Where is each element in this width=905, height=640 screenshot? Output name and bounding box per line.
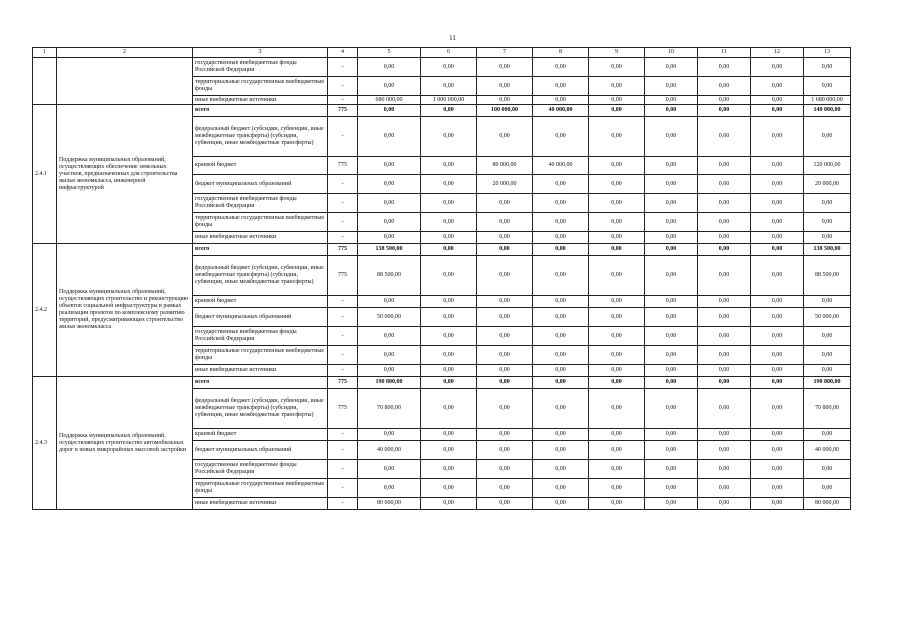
amount-cell: 0,00 — [751, 429, 804, 441]
funding-source-cell: иные внебюджетные источники — [193, 96, 328, 105]
amount-cell: 0,00 — [477, 460, 533, 479]
amount-cell: 0,00 — [698, 377, 751, 389]
amount-cell: 0,00 — [645, 117, 698, 157]
amount-cell: 0,00 — [804, 296, 851, 308]
amount-cell: 0,00 — [804, 117, 851, 157]
amount-cell: 0,00 — [589, 460, 645, 479]
amount-cell: 0,00 — [751, 365, 804, 377]
amount-cell: 0,00 — [358, 105, 421, 117]
amount-cell: 0,00 — [589, 105, 645, 117]
amount-cell: 0,00 — [645, 213, 698, 232]
amount-cell: 0,00 — [533, 389, 589, 429]
amount-cell: 0,00 — [358, 296, 421, 308]
amount-cell: 0,00 — [358, 117, 421, 157]
amount-cell: 40 000,00 — [533, 105, 589, 117]
amount-cell: 0,00 — [358, 194, 421, 213]
amount-cell: 0,00 — [533, 498, 589, 510]
amount-cell: 0,00 — [804, 346, 851, 365]
measure-name-cell: Поддержка муниципальных образований, осуществляющих обеспечение земельных участков, предназначенных для строительства жилья экономкласса, инженерной инфраструктурой — [57, 105, 193, 244]
amount-cell: 0,00 — [698, 175, 751, 194]
amount-cell: 0,00 — [421, 498, 477, 510]
column-number: 1 — [33, 48, 57, 58]
amount-cell: 0,00 — [698, 213, 751, 232]
amount-cell: 0,00 — [751, 498, 804, 510]
measure-name-cell: Поддержка муниципальных образований, осуществляющих строительство автомобильных дорог в новых микрорайонах массовой застройки — [57, 377, 193, 510]
amount-cell: 0,00 — [358, 365, 421, 377]
row-code-cell: 2.4.3 — [33, 377, 57, 510]
amount-cell: 0,00 — [358, 232, 421, 244]
amount-cell: 0,00 — [645, 58, 698, 77]
amount-cell: 0,00 — [477, 327, 533, 346]
grbs-cell: 775 — [328, 256, 358, 296]
column-number: 13 — [804, 48, 851, 58]
amount-cell: 0,00 — [421, 327, 477, 346]
budget-table — [32, 47, 851, 510]
amount-cell: 50 000,00 — [358, 308, 421, 327]
amount-cell: 0,00 — [589, 117, 645, 157]
row-code-cell: 2.4.1 — [33, 105, 57, 244]
table-row — [33, 377, 851, 389]
amount-cell: 0,00 — [751, 377, 804, 389]
column-number-row — [33, 48, 851, 58]
amount-cell: 88 500,00 — [804, 256, 851, 296]
amount-cell: 0,00 — [589, 498, 645, 510]
amount-cell: 0,00 — [751, 105, 804, 117]
funding-source-cell: всего — [193, 244, 328, 256]
funding-source-cell: краевой бюджет — [193, 429, 328, 441]
amount-cell: 0,00 — [533, 117, 589, 157]
amount-cell: 1 680 000,00 — [804, 96, 851, 105]
amount-cell: 0,00 — [645, 327, 698, 346]
amount-cell: 80 000,00 — [804, 498, 851, 510]
funding-source-cell: иные внебюджетные источники — [193, 232, 328, 244]
table-body — [33, 58, 851, 510]
amount-cell: 0,00 — [698, 498, 751, 510]
amount-cell: 0,00 — [533, 346, 589, 365]
amount-cell: 138 500,00 — [358, 244, 421, 256]
amount-cell: 0,00 — [645, 479, 698, 498]
grbs-cell: 775 — [328, 105, 358, 117]
amount-cell: 0,00 — [645, 194, 698, 213]
amount-cell: 0,00 — [804, 213, 851, 232]
amount-cell: 0,00 — [751, 96, 804, 105]
amount-cell: 0,00 — [645, 429, 698, 441]
amount-cell: 0,00 — [589, 96, 645, 105]
amount-cell: 0,00 — [477, 346, 533, 365]
amount-cell: 0,00 — [477, 296, 533, 308]
funding-source-cell: бюджет муниципальных образований — [193, 441, 328, 460]
measure-name-cell — [57, 58, 193, 105]
amount-cell: 0,00 — [477, 96, 533, 105]
amount-cell: 0,00 — [645, 105, 698, 117]
amount-cell: 0,00 — [751, 194, 804, 213]
amount-cell: 0,00 — [589, 194, 645, 213]
amount-cell: 0,00 — [698, 96, 751, 105]
amount-cell: 0,00 — [751, 441, 804, 460]
amount-cell: 0,00 — [533, 365, 589, 377]
amount-cell: 0,00 — [804, 194, 851, 213]
amount-cell: 0,00 — [589, 256, 645, 296]
amount-cell: 0,00 — [533, 377, 589, 389]
amount-cell: 0,00 — [589, 441, 645, 460]
amount-cell: 0,00 — [477, 441, 533, 460]
funding-source-cell: всего — [193, 105, 328, 117]
amount-cell: 0,00 — [358, 77, 421, 96]
amount-cell: 0,00 — [477, 117, 533, 157]
amount-cell: 0,00 — [358, 58, 421, 77]
amount-cell: 0,00 — [589, 389, 645, 429]
grbs-cell: - — [328, 365, 358, 377]
grbs-cell: - — [328, 96, 358, 105]
amount-cell: 0,00 — [533, 441, 589, 460]
amount-cell: 0,00 — [698, 460, 751, 479]
measure-name-cell: Поддержка муниципальных образований, осуществляющих строительство и реконструкцию объектов социальной инфраструктуры в рамках реализации проектов по комплексному развитию территорий, предусматривающих строительство жилья экономкласса — [57, 244, 193, 377]
amount-cell: 0,00 — [804, 460, 851, 479]
amount-cell: 0,00 — [698, 157, 751, 175]
amount-cell: 0,00 — [589, 213, 645, 232]
amount-cell: 40 000,00 — [804, 441, 851, 460]
amount-cell: 0,00 — [358, 175, 421, 194]
grbs-cell: 775 — [328, 377, 358, 389]
amount-cell: 0,00 — [477, 232, 533, 244]
amount-cell: 0,00 — [533, 58, 589, 77]
amount-cell: 0,00 — [804, 365, 851, 377]
amount-cell: 0,00 — [477, 479, 533, 498]
amount-cell: 0,00 — [698, 479, 751, 498]
grbs-cell: - — [328, 58, 358, 77]
grbs-cell: - — [328, 175, 358, 194]
amount-cell: 0,00 — [751, 175, 804, 194]
amount-cell: 0,00 — [698, 244, 751, 256]
amount-cell: 0,00 — [751, 232, 804, 244]
amount-cell: 0,00 — [645, 389, 698, 429]
row-code-cell — [33, 58, 57, 105]
amount-cell: 0,00 — [533, 194, 589, 213]
amount-cell: 0,00 — [698, 308, 751, 327]
amount-cell: 0,00 — [358, 479, 421, 498]
amount-cell: 0,00 — [645, 96, 698, 105]
amount-cell: 20 000,00 — [804, 175, 851, 194]
amount-cell: 0,00 — [533, 479, 589, 498]
table-row — [33, 105, 851, 117]
amount-cell: 0,00 — [421, 346, 477, 365]
amount-cell: 0,00 — [421, 105, 477, 117]
amount-cell: 0,00 — [421, 244, 477, 256]
amount-cell: 0,00 — [645, 157, 698, 175]
amount-cell: 0,00 — [751, 213, 804, 232]
amount-cell: 0,00 — [533, 429, 589, 441]
amount-cell: 0,00 — [645, 232, 698, 244]
amount-cell: 1 000 000,00 — [421, 96, 477, 105]
grbs-cell: - — [328, 441, 358, 460]
amount-cell: 0,00 — [421, 157, 477, 175]
amount-cell: 0,00 — [533, 327, 589, 346]
amount-cell: 0,00 — [645, 296, 698, 308]
amount-cell: 0,00 — [751, 244, 804, 256]
amount-cell: 0,00 — [477, 194, 533, 213]
amount-cell: 0,00 — [421, 117, 477, 157]
funding-source-cell: государственные внебюджетные фонды Российской Федерации — [193, 327, 328, 346]
amount-cell: 50 000,00 — [804, 308, 851, 327]
amount-cell: 0,00 — [645, 308, 698, 327]
amount-cell: 0,00 — [751, 77, 804, 96]
amount-cell: 0,00 — [477, 429, 533, 441]
amount-cell: 0,00 — [421, 389, 477, 429]
funding-source-cell: всего — [193, 377, 328, 389]
funding-source-cell: государственные внебюджетные фонды Российской Федерации — [193, 194, 328, 213]
column-number: 6 — [421, 48, 477, 58]
amount-cell: 0,00 — [645, 256, 698, 296]
grbs-cell: - — [328, 213, 358, 232]
amount-cell: 0,00 — [421, 58, 477, 77]
amount-cell: 0,00 — [533, 244, 589, 256]
grbs-cell: - — [328, 429, 358, 441]
funding-source-cell: бюджет муниципальных образований — [193, 308, 328, 327]
amount-cell: 0,00 — [751, 58, 804, 77]
table-row — [33, 244, 851, 256]
amount-cell: 0,00 — [698, 429, 751, 441]
amount-cell: 0,00 — [698, 327, 751, 346]
funding-source-cell: федеральный бюджет (субсидии, субвенции, иные межбюджетные трансферты) (субсидии, субвенции, иные межбюджетные трансферты) — [193, 117, 328, 157]
amount-cell: 0,00 — [533, 256, 589, 296]
amount-cell: 0,00 — [698, 58, 751, 77]
amount-cell: 0,00 — [533, 460, 589, 479]
amount-cell: 0,00 — [477, 77, 533, 96]
amount-cell: 0,00 — [477, 365, 533, 377]
amount-cell: 0,00 — [751, 346, 804, 365]
amount-cell: 0,00 — [477, 498, 533, 510]
amount-cell: 0,00 — [804, 429, 851, 441]
grbs-cell: - — [328, 194, 358, 213]
column-number: 4 — [328, 48, 358, 58]
funding-source-cell: государственные внебюджетные фонды Российской Федерации — [193, 460, 328, 479]
grbs-cell: - — [328, 460, 358, 479]
amount-cell: 0,00 — [751, 327, 804, 346]
amount-cell: 0,00 — [421, 460, 477, 479]
grbs-cell: - — [328, 327, 358, 346]
amount-cell: 70 800,00 — [804, 389, 851, 429]
grbs-cell: - — [328, 308, 358, 327]
amount-cell: 0,00 — [421, 479, 477, 498]
amount-cell: 0,00 — [751, 117, 804, 157]
amount-cell: 140 000,00 — [804, 105, 851, 117]
row-code-cell: 2.4.2 — [33, 244, 57, 377]
amount-cell: 0,00 — [358, 327, 421, 346]
amount-cell: 0,00 — [421, 232, 477, 244]
amount-cell: 0,00 — [645, 77, 698, 96]
amount-cell: 40 000,00 — [358, 441, 421, 460]
amount-cell: 0,00 — [804, 232, 851, 244]
grbs-cell: - — [328, 498, 358, 510]
amount-cell: 0,00 — [645, 244, 698, 256]
amount-cell: 0,00 — [589, 377, 645, 389]
grbs-cell: - — [328, 232, 358, 244]
column-number: 8 — [533, 48, 589, 58]
amount-cell: 0,00 — [751, 460, 804, 479]
amount-cell: 0,00 — [698, 365, 751, 377]
column-number: 7 — [477, 48, 533, 58]
amount-cell: 88 500,00 — [358, 256, 421, 296]
amount-cell: 0,00 — [589, 232, 645, 244]
amount-cell: 0,00 — [477, 213, 533, 232]
amount-cell: 0,00 — [698, 389, 751, 429]
column-number: 9 — [589, 48, 645, 58]
amount-cell: 0,00 — [589, 346, 645, 365]
amount-cell: 0,00 — [358, 157, 421, 175]
amount-cell: 0,00 — [533, 232, 589, 244]
amount-cell: 0,00 — [751, 157, 804, 175]
amount-cell: 0,00 — [477, 58, 533, 77]
amount-cell: 0,00 — [645, 498, 698, 510]
amount-cell: 0,00 — [804, 77, 851, 96]
amount-cell: 0,00 — [698, 256, 751, 296]
funding-source-cell: краевой бюджет — [193, 296, 328, 308]
amount-cell: 0,00 — [751, 389, 804, 429]
amount-cell: 0,00 — [589, 429, 645, 441]
amount-cell: 0,00 — [421, 256, 477, 296]
amount-cell: 0,00 — [645, 460, 698, 479]
amount-cell: 0,00 — [645, 346, 698, 365]
amount-cell: 0,00 — [698, 77, 751, 96]
amount-cell: 0,00 — [421, 429, 477, 441]
amount-cell: 190 800,00 — [358, 377, 421, 389]
grbs-cell: - — [328, 117, 358, 157]
amount-cell: 0,00 — [698, 441, 751, 460]
amount-cell: 0,00 — [589, 157, 645, 175]
amount-cell: 0,00 — [698, 105, 751, 117]
amount-cell: 0,00 — [421, 365, 477, 377]
amount-cell: 80 000,00 — [477, 157, 533, 175]
funding-source-cell: территориальные государственные внебюджетные фонды — [193, 77, 328, 96]
amount-cell: 190 800,00 — [804, 377, 851, 389]
amount-cell: 0,00 — [751, 308, 804, 327]
amount-cell: 0,00 — [751, 256, 804, 296]
funding-source-cell: территориальные государственные внебюджетные фонды — [193, 479, 328, 498]
amount-cell: 0,00 — [804, 58, 851, 77]
amount-cell: 0,00 — [533, 96, 589, 105]
amount-cell: 680 000,00 — [358, 96, 421, 105]
amount-cell: 0,00 — [421, 175, 477, 194]
amount-cell: 0,00 — [645, 377, 698, 389]
amount-cell: 0,00 — [477, 308, 533, 327]
amount-cell: 40 000,00 — [533, 157, 589, 175]
grbs-cell: 775 — [328, 244, 358, 256]
column-number: 3 — [193, 48, 328, 58]
amount-cell: 0,00 — [358, 429, 421, 441]
amount-cell: 0,00 — [589, 308, 645, 327]
amount-cell: 0,00 — [421, 441, 477, 460]
grbs-cell: - — [328, 77, 358, 96]
grbs-cell: 775 — [328, 157, 358, 175]
funding-source-cell: федеральный бюджет (субсидии, субвенции, иные межбюджетные трансферты) (субсидии, субвенции, иные межбюджетные трансферты) — [193, 256, 328, 296]
table-row — [33, 58, 851, 77]
grbs-cell: - — [328, 296, 358, 308]
amount-cell: 0,00 — [751, 479, 804, 498]
funding-source-cell: государственные внебюджетные фонды Российской Федерации — [193, 58, 328, 77]
amount-cell: 0,00 — [589, 479, 645, 498]
funding-source-cell: иные внебюджетные источники — [193, 365, 328, 377]
amount-cell: 0,00 — [533, 77, 589, 96]
amount-cell: 70 800,00 — [358, 389, 421, 429]
funding-source-cell: федеральный бюджет (субсидии, субвенции, иные межбюджетные трансферты) (субсидии, субвенции, иные межбюджетные трансферты) — [193, 389, 328, 429]
amount-cell: 0,00 — [589, 77, 645, 96]
grbs-cell: - — [328, 346, 358, 365]
amount-cell: 0,00 — [421, 377, 477, 389]
amount-cell: 0,00 — [645, 365, 698, 377]
amount-cell: 0,00 — [421, 296, 477, 308]
amount-cell: 0,00 — [358, 460, 421, 479]
amount-cell: 0,00 — [589, 296, 645, 308]
amount-cell: 0,00 — [533, 308, 589, 327]
amount-cell: 0,00 — [698, 232, 751, 244]
column-number: 10 — [645, 48, 698, 58]
amount-cell: 0,00 — [589, 175, 645, 194]
amount-cell: 0,00 — [477, 377, 533, 389]
funding-source-cell: территориальные государственные внебюджетные фонды — [193, 346, 328, 365]
amount-cell: 0,00 — [421, 308, 477, 327]
funding-source-cell: бюджет муниципальных образований — [193, 175, 328, 194]
page-number: 11 — [449, 34, 456, 42]
amount-cell: 0,00 — [477, 389, 533, 429]
funding-source-cell: территориальные государственные внебюджетные фонды — [193, 213, 328, 232]
funding-source-cell: иные внебюджетные источники — [193, 498, 328, 510]
amount-cell: 0,00 — [421, 194, 477, 213]
amount-cell: 0,00 — [358, 213, 421, 232]
amount-cell: 0,00 — [589, 244, 645, 256]
amount-cell: 0,00 — [477, 244, 533, 256]
amount-cell: 0,00 — [477, 256, 533, 296]
amount-cell: 0,00 — [533, 296, 589, 308]
amount-cell: 0,00 — [589, 327, 645, 346]
amount-cell: 0,00 — [698, 194, 751, 213]
amount-cell: 0,00 — [533, 213, 589, 232]
amount-cell: 0,00 — [358, 346, 421, 365]
amount-cell: 0,00 — [645, 175, 698, 194]
amount-cell: 120 000,00 — [804, 157, 851, 175]
amount-cell: 0,00 — [421, 77, 477, 96]
amount-cell: 20 000,00 — [477, 175, 533, 194]
amount-cell: 80 000,00 — [358, 498, 421, 510]
column-number: 5 — [358, 48, 421, 58]
amount-cell: 0,00 — [698, 117, 751, 157]
grbs-cell: 775 — [328, 389, 358, 429]
amount-cell: 0,00 — [645, 441, 698, 460]
amount-cell: 0,00 — [804, 479, 851, 498]
column-number: 12 — [751, 48, 804, 58]
amount-cell: 0,00 — [698, 296, 751, 308]
funding-source-cell: краевой бюджет — [193, 157, 328, 175]
amount-cell: 0,00 — [533, 175, 589, 194]
amount-cell: 0,00 — [804, 327, 851, 346]
column-number: 2 — [57, 48, 193, 58]
amount-cell: 0,00 — [589, 58, 645, 77]
amount-cell: 100 000,00 — [477, 105, 533, 117]
amount-cell: 0,00 — [421, 213, 477, 232]
amount-cell: 138 500,00 — [804, 244, 851, 256]
column-number: 11 — [698, 48, 751, 58]
amount-cell: 0,00 — [698, 346, 751, 365]
amount-cell: 0,00 — [589, 365, 645, 377]
amount-cell: 0,00 — [751, 296, 804, 308]
grbs-cell: - — [328, 479, 358, 498]
